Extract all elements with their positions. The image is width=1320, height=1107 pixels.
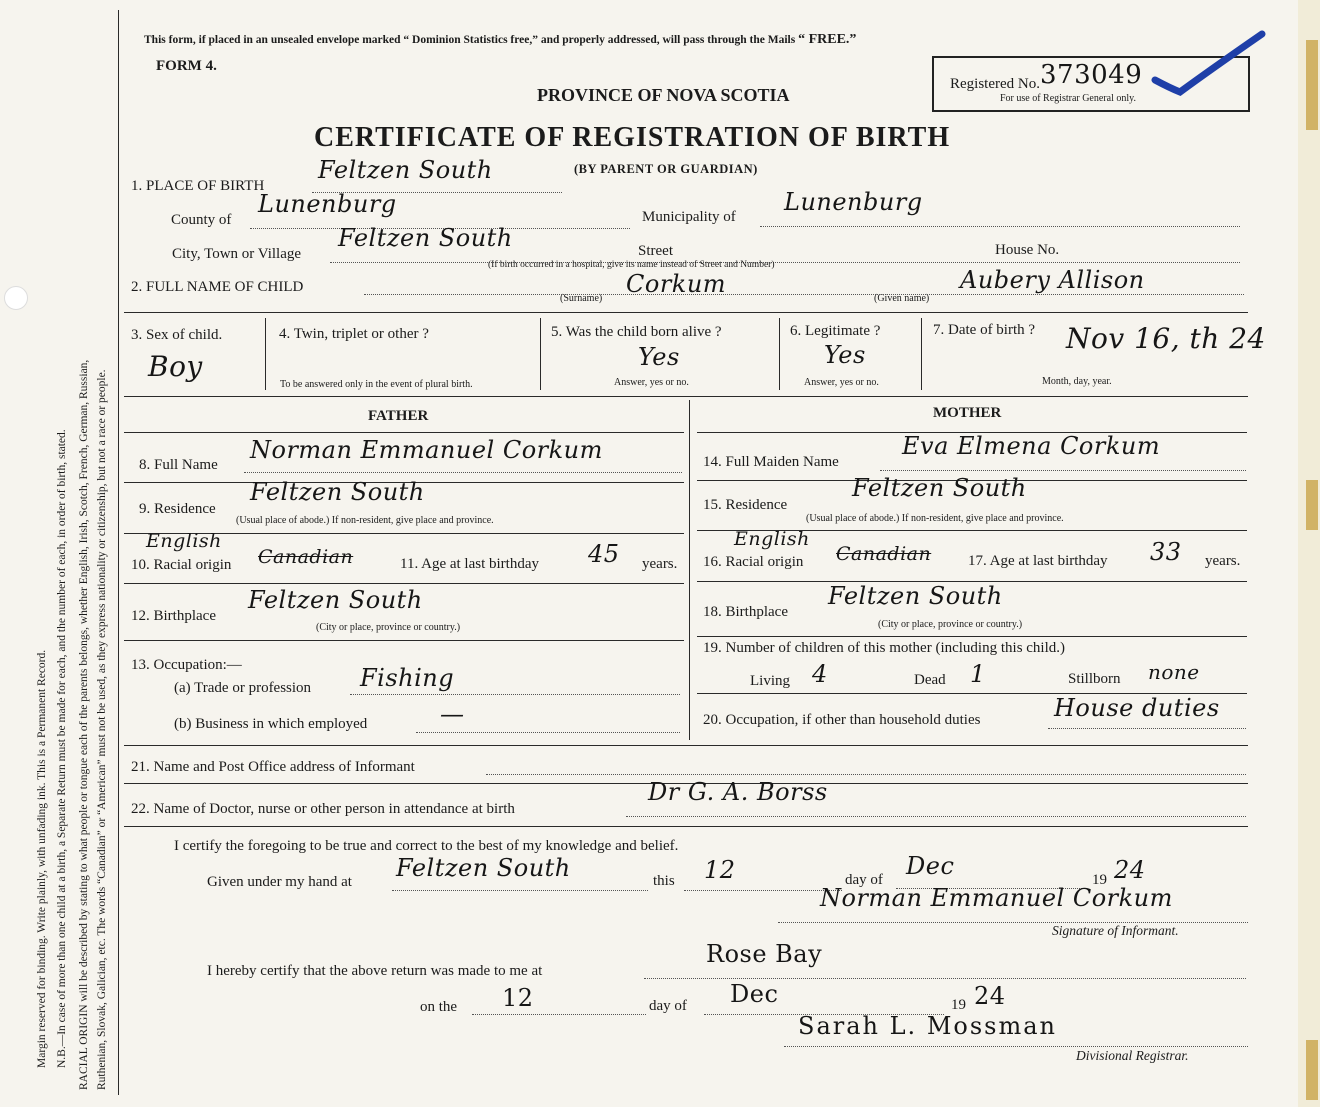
mother-racial-label: 16. Racial origin [703, 554, 804, 570]
born-alive-value: Yes [638, 343, 680, 371]
living-label: Living [750, 673, 790, 689]
informant-signature-label: Signature of Informant. [1052, 923, 1179, 938]
margin-racial-origin-note-2: Ruthenian, Slovak, Galician, etc. The words “Canadian” or “American” must not be used, as they express nationality or citizenship, but not a race or people. [96, 369, 108, 1090]
sex-value: Boy [148, 350, 203, 383]
born-alive-note: Answer, yes or no. [614, 377, 689, 388]
living-value: 4 [812, 660, 828, 688]
registrar-on-label: on the [420, 999, 458, 1015]
registrar-month: Dec [730, 980, 779, 1008]
county-value: Lunenburg [258, 190, 397, 218]
certify-day-of-label: day of [845, 872, 883, 888]
page-title: CERTIFICATE OF REGISTRATION OF BIRTH [314, 122, 951, 153]
father-birthplace-note: (City or place, province or country.) [316, 622, 461, 633]
legitimate-note: Answer, yes or no. [804, 377, 879, 388]
given-under-label: Given under my hand at [207, 874, 352, 890]
father-heading: FATHER [368, 408, 429, 424]
registrar-day-of-label: day of [649, 998, 687, 1014]
father-age-label: 11. Age at last birthday [400, 556, 539, 572]
form-number: FORM 4. [156, 58, 217, 74]
mother-occupation-value: House duties [1054, 694, 1220, 722]
mother-name-value: Eva Elmena Corkum [902, 432, 1161, 460]
house-number-label: House No. [995, 242, 1060, 258]
mother-residence-note: (Usual place of abode.) If non-resident, give place and province. [806, 513, 1064, 524]
registrar-year: 24 [974, 982, 1006, 1010]
registrar-day: 12 [502, 984, 534, 1012]
mother-residence-value: Feltzen South [852, 474, 1027, 502]
margin-binding-note: Margin reserved for binding. Write plainly, with unfading ink. This is a Permanent Record. [36, 649, 48, 1068]
city-value: Feltzen South [338, 224, 513, 252]
mother-occupation-label: 20. Occupation, if other than household duties [703, 712, 981, 728]
mother-years-label: years. [1205, 553, 1241, 569]
margin-racial-origin-note: RACIAL ORIGIN will be described by stating to what people or tongue each of the parents belongs, whether English, Irish, Scotch, French, German, Russian, [78, 359, 90, 1090]
county-label: County of [171, 212, 232, 228]
dead-value: 1 [970, 660, 986, 688]
legitimate-label: 6. Legitimate ? [790, 323, 881, 339]
father-trade-label: (a) Trade or profession [174, 680, 312, 696]
certify-statement: I certify the foregoing to be true and correct to the best of my knowledge and belief. [174, 838, 679, 854]
check-mark-icon [1150, 30, 1270, 100]
dob-note: Month, day, year. [1042, 376, 1112, 387]
dob-label: 7. Date of birth ? [933, 322, 1036, 338]
given-place-value: Feltzen South [396, 854, 571, 882]
father-name-value: Norman Emmanuel Corkum [250, 436, 603, 464]
place-of-birth-label: 1. PLACE OF BIRTH [131, 178, 265, 194]
father-years-label: years. [642, 556, 678, 572]
father-birthplace-value: Feltzen South [248, 586, 423, 614]
legitimate-value: Yes [824, 341, 866, 369]
registrar-year-prefix: 19 [951, 997, 966, 1013]
mother-age-value: 33 [1150, 538, 1182, 566]
mail-note: This form, if placed in an unsealed envelope marked “ Dominion Statistics free,” and properly addressed, will pass through the Mails “ FREE.” [144, 32, 857, 47]
born-alive-label: 5. Was the child born alive ? [551, 324, 722, 340]
father-business-value: — [440, 700, 465, 728]
registrar-signature: Sarah L. Mossman [798, 1012, 1057, 1040]
child-given-name: Aubery Allison [960, 266, 1145, 294]
municipality-label: Municipality of [642, 209, 736, 225]
given-name-label: (Given name) [874, 293, 930, 304]
surname-label: (Surname) [560, 293, 603, 304]
doctor-label: 22. Name of Doctor, nurse or other person in attendance at birth [131, 801, 515, 817]
punch-hole [4, 286, 28, 310]
registrar-statement: I hereby certify that the above return was made to me at [207, 963, 543, 979]
mother-birthplace-note: (City or place, province or country.) [878, 619, 1023, 630]
stillborn-value: none [1148, 660, 1200, 684]
informant-label: 21. Name and Post Office address of Informant [131, 759, 415, 775]
paper-edge [1298, 0, 1320, 1107]
margin-multiple-birth-note: N.B.—In case of more than one child at a birth, a Separate Return must be made for each, and the number of each, in order of birth, stated. [56, 429, 68, 1068]
informant-signature: Norman Emmanuel Corkum [820, 884, 1173, 912]
father-racial-value: English [146, 530, 222, 552]
place-of-birth-value: Feltzen South [318, 156, 493, 184]
street-label: Street [638, 243, 673, 259]
sex-label: 3. Sex of child. [131, 327, 223, 343]
mother-children-label: 19. Number of children of this mother (including this child.) [703, 640, 1066, 656]
mother-birthplace-label: 18. Birthplace [703, 604, 788, 620]
page-subtitle: (BY PARENT OR GUARDIAN) [574, 162, 758, 176]
stillborn-label: Stillborn [1068, 671, 1121, 687]
certify-year: 24 [1114, 856, 1146, 884]
child-surname: Corkum [626, 270, 727, 298]
province-title: PROVINCE OF NOVA SCOTIA [537, 85, 790, 105]
father-birthplace-label: 12. Birthplace [131, 608, 216, 624]
dob-value: Nov 16, th 24 [1066, 322, 1266, 355]
twin-label: 4. Twin, triplet or other ? [279, 326, 429, 342]
mother-racial-value: English [734, 528, 810, 550]
registered-number: 373049 [1040, 60, 1143, 90]
registrar-signature-label: Divisional Registrar. [1076, 1048, 1189, 1063]
father-racial-struck: Canadian [258, 546, 354, 568]
registered-label: Registered No. [950, 76, 1040, 92]
certify-month: Dec [906, 852, 955, 880]
twin-note: To be answered only in the event of plural birth. [280, 379, 473, 390]
doctor-value: Dr G. A. Borss [648, 778, 828, 806]
mother-heading: MOTHER [933, 405, 1002, 421]
mother-racial-struck: Canadian [836, 543, 932, 565]
mother-birthplace-value: Feltzen South [828, 582, 1003, 610]
mother-residence-label: 15. Residence [703, 497, 788, 513]
binding-margin-rule [118, 10, 119, 1095]
child-name-label: 2. FULL NAME OF CHILD [131, 279, 304, 295]
father-business-label: (b) Business in which employed [174, 716, 368, 732]
father-racial-label: 10. Racial origin [131, 557, 232, 573]
father-trade-value: Fishing [360, 664, 455, 692]
father-residence-value: Feltzen South [250, 478, 425, 506]
mother-name-label: 14. Full Maiden Name [703, 454, 839, 470]
this-label: this [653, 873, 675, 889]
father-name-label: 8. Full Name [139, 457, 218, 473]
registrar-place: Rose Bay [706, 940, 823, 968]
hospital-note: (If birth occurred in a hospital, give its name instead of Street and Number) [488, 260, 775, 270]
father-residence-label: 9. Residence [139, 501, 216, 517]
father-occupation-label: 13. Occupation:— [131, 657, 242, 673]
certify-year-prefix: 19 [1092, 872, 1107, 888]
certify-day: 12 [704, 856, 736, 884]
dead-label: Dead [914, 672, 946, 688]
municipality-value: Lunenburg [784, 188, 923, 216]
mother-age-label: 17. Age at last birthday [968, 553, 1108, 569]
city-label: City, Town or Village [172, 246, 302, 262]
registrar-note: For use of Registrar General only. [1000, 93, 1136, 104]
father-residence-note: (Usual place of abode.) If non-resident, give place and province. [236, 515, 494, 526]
father-age-value: 45 [588, 540, 620, 568]
